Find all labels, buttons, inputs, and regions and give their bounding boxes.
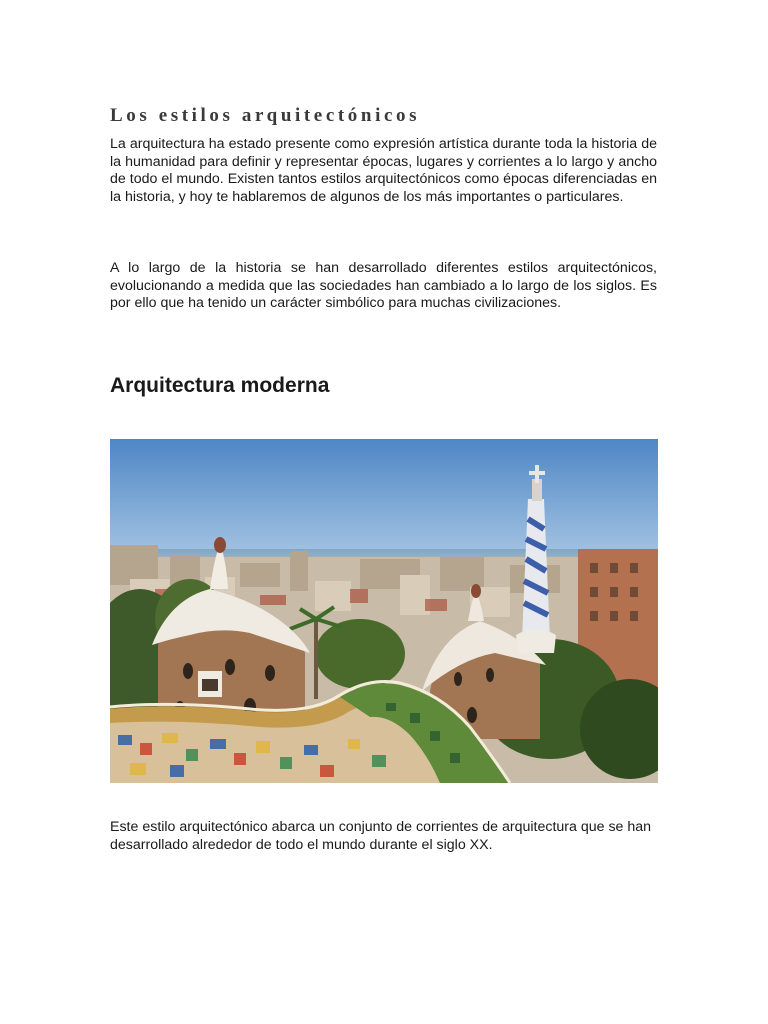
history-paragraph: A lo largo de la historia se han desarrollado diferentes estilos arquitectónicos, evolucionando a medida que las sociedades han cambiado a lo largo de los siglos. Es por ello que ha tenido un carácter simbólico para muchas civilizaciones.	[110, 260, 657, 312]
modern-architecture-paragraph: Este estilo arquitectónico abarca un conjunto de corrientes de arquitectura que se han desarrollado alrededor de todo el mundo durante el siglo XX.	[110, 819, 652, 853]
section-heading: Arquitectura moderna	[110, 374, 330, 397]
document-title: Los estilos arquitectónicos	[110, 105, 421, 126]
intro-paragraph: La arquitectura ha estado presente como expresión artística durante toda la historia de la humanidad para definir y representar épocas, lugares y corrientes a lo largo y ancho de todo el mundo. Existen tantos estilos arquitectónicos como épocas diferenciadas en la historia, y hoy te hablaremos de algunos de los más importantes o particulares.	[110, 136, 657, 205]
park-guell-photo	[110, 439, 658, 783]
